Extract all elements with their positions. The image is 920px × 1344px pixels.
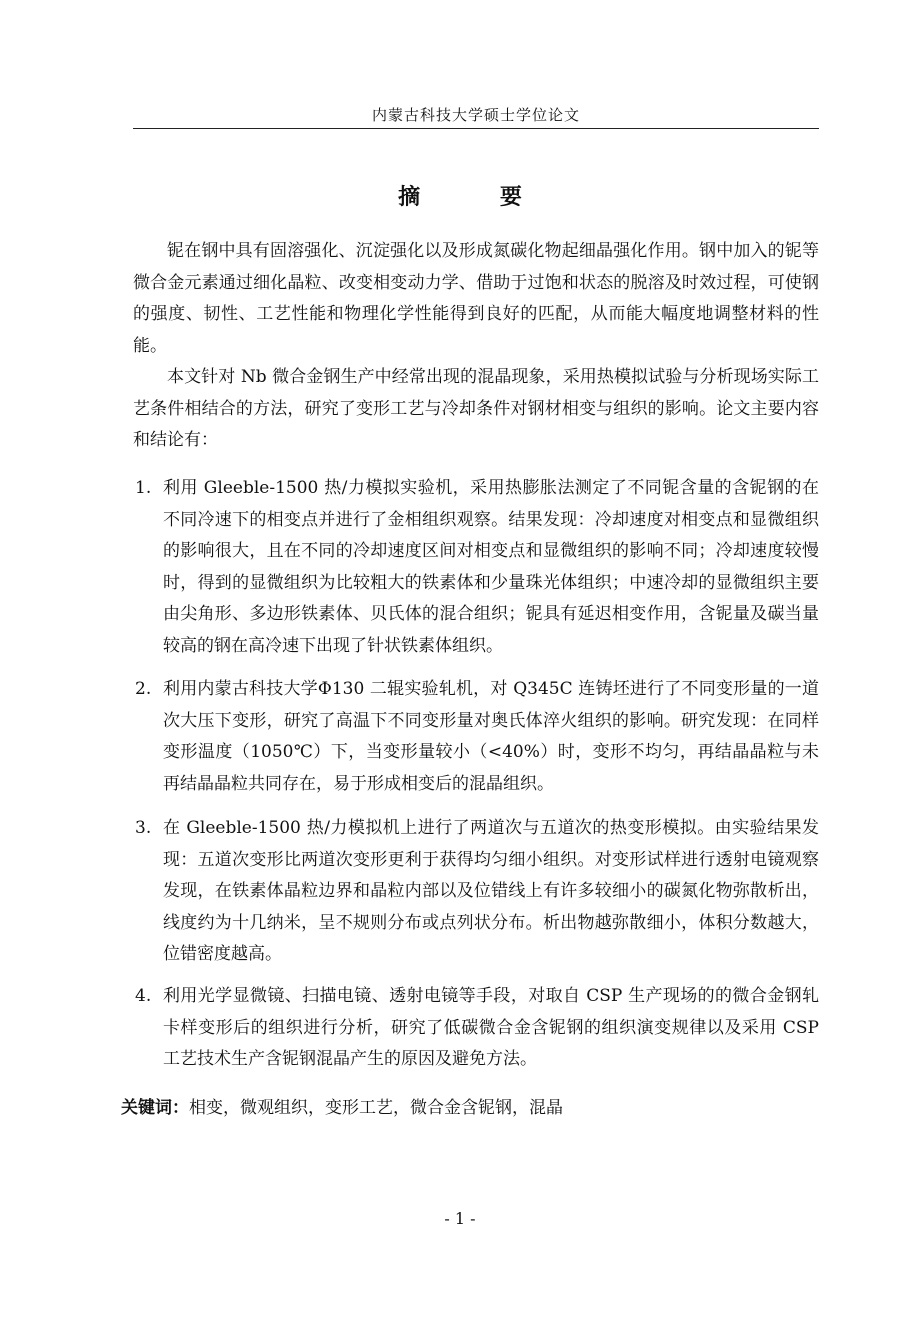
page-title: 摘 要	[398, 184, 558, 210]
list-item	[133, 473, 819, 662]
list-item	[133, 674, 819, 800]
keywords-value: 相变，微观组织，变形工艺，微合金含铌钢，混晶	[189, 1098, 563, 1118]
intro-paragraph: 本文针对 Nb 微合金钢生产中经常出现的混晶现象，采用热模拟试验与分析现场实际工艺条件相结合的方法，研究了变形工艺与冷却条件对钢材相变与组织的影响。论文主要内容和结论有：	[133, 367, 819, 450]
list-item-number: 2.	[135, 679, 152, 699]
list-item-text: 利用 Gleeble-1500 热/力模拟实验机，采用热膨胀法测定了不同铌含量的含铌钢的在不同冷速下的相变点并进行了金相组织观察。结果发现：冷却速度对相变点和显微组织的影响很大，且在不同的冷却速度区间对相变点和显微组织的影响不同；冷却速度较慢时，得到的显微组织为比较粗大的铁素体和少量珠光体组织；中速冷却的显微组织主要由尖角形、多边形铁素体、贝氏体的混合组织；铌具有延迟相变作用，含铌量及碳当量较高的钢在高冷速下出现了针状铁素体组织。	[163, 478, 819, 656]
list-item-number: 4.	[135, 986, 152, 1006]
list-item-text: 利用内蒙古科技大学Φ130 二辊实验轧机，对 Q345C 连铸坯进行了不同变形量的一道次大压下变形，研究了高温下不同变形量对奥氏体淬火组织的影响。研究发现：在同样变形温度（1050℃）下，当变形量较小（<40%）时，变形不均匀，再结晶晶粒与未再结晶晶粒共同存在，易于形成相变后的混晶组织。	[163, 679, 819, 794]
list-item-number: 3.	[135, 818, 152, 838]
list-item-text: 利用光学显微镜、扫描电镜、透射电镜等手段，对取自 CSP 生产现场的的微合金钢轧卡样变形后的组织进行分析，研究了低碳微合金含铌钢的组织演变规律以及采用 CSP 工艺技术生产含铌钢混晶产生的原因及避免方法。	[163, 986, 819, 1069]
intro-paragraph: 铌在钢中具有固溶强化、沉淀强化以及形成氮碳化物起细晶强化作用。钢中加入的铌等微合金元素通过细化晶粒、改变相变动力学、借助于过饱和状态的脱溶及时效过程，可使钢的强度、韧性、工艺性能和物理化学性能得到良好的匹配，从而能大幅度地调整材料的性能。	[133, 241, 819, 356]
header-rule	[133, 128, 819, 129]
list-item-number: 1.	[135, 478, 152, 498]
keywords-label: 关键词：	[121, 1098, 189, 1118]
list-item	[133, 981, 819, 1076]
page-number: - 1 -	[444, 1209, 476, 1228]
keywords	[121, 1093, 563, 1118]
running-header: 内蒙古科技大学硕士学位论文	[371, 106, 580, 124]
list-item	[133, 813, 819, 971]
list-item-text: 在 Gleeble-1500 热/力模拟机上进行了两道次与五道次的热变形模拟。由实验结果发现：五道次变形比两道次变形更利于获得均匀细小组织。对变形试样进行透射电镜观察发现，在铁素体晶粒边界和晶粒内部以及位错线上有许多较细小的碳氮化物弥散析出，线度约为十几纳米，呈不规则分布或点列状分布。析出物越弥散细小，体积分数越大，位错密度越高。	[163, 818, 819, 964]
